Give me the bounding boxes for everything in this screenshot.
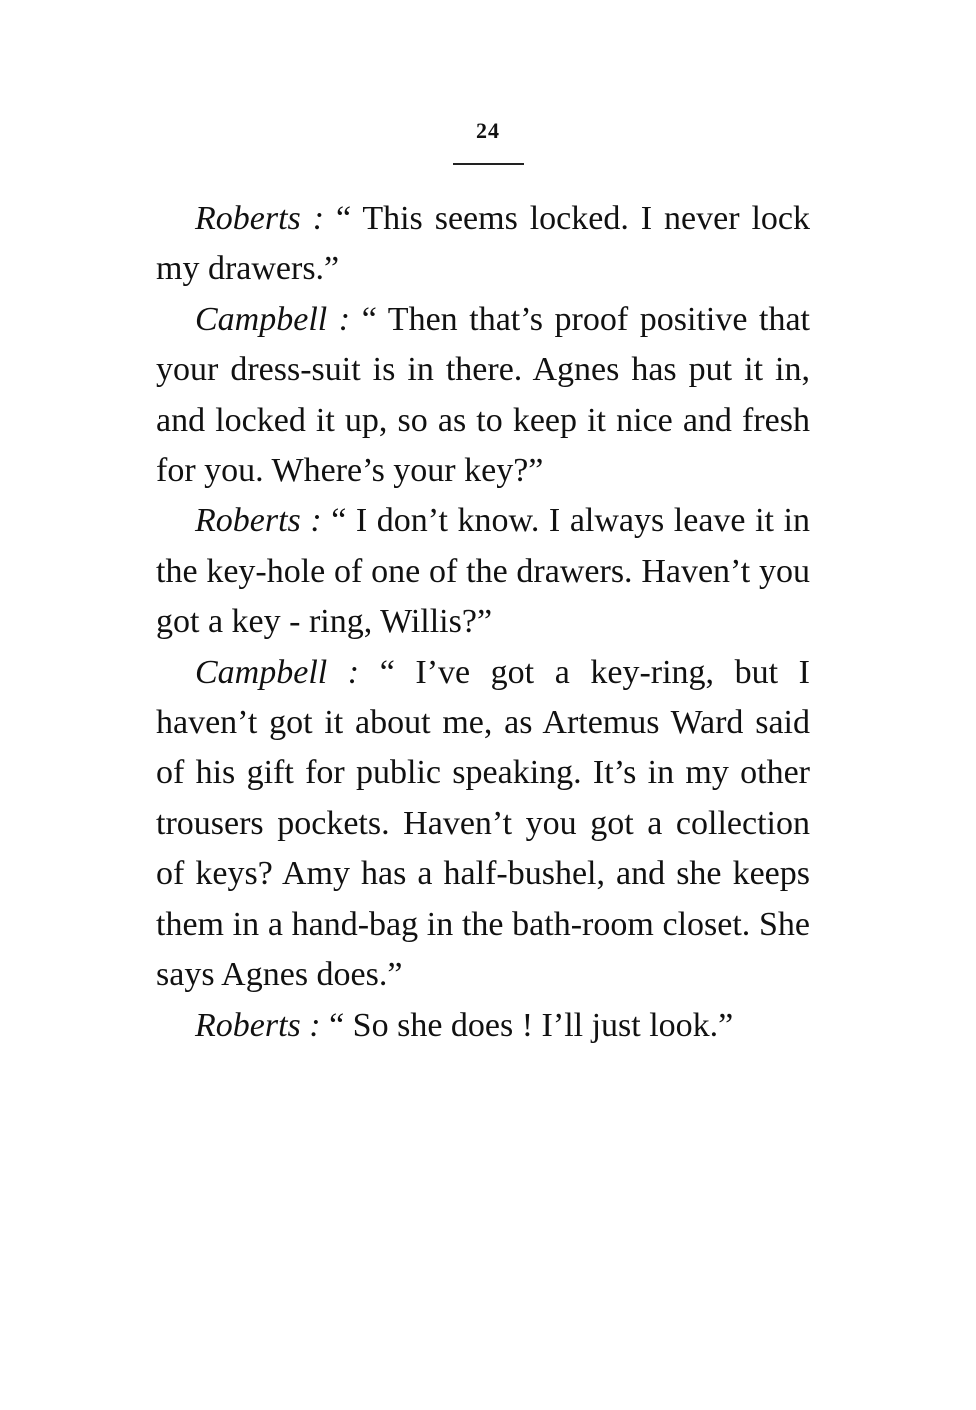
dialogue-line: “ I’ve got a key-ring, but I haven’t got it about me, as Artemus Ward said of his gift for public speaking. It’s in my other trousers pockets. Haven’t you got a collection of keys? Amy has a half-bushel, and she keeps them in a hand-bag in the bath-room closet. She says Agnes does.” — [156, 653, 810, 994]
speaker-name: Campbell : — [195, 300, 351, 338]
speaker-name: Roberts : — [195, 502, 322, 540]
page-number-rule — [453, 163, 524, 165]
dialogue-text — [156, 194, 810, 1051]
dialogue-paragraph — [156, 295, 810, 497]
dialogue-line: “ I don’t know. I always leave it in the key-hole of one of the drawers. Haven’t you got a key - ring, Willis?” — [156, 502, 810, 641]
dialogue-line: “ So she does ! I’ll just look.” — [320, 1006, 734, 1044]
dialogue-line: “ Then that’s proof positive that your dress-suit is in there. Agnes has put it in, and locked it up, so as to keep it nice and fresh for you. Where’s your key?” — [156, 300, 810, 490]
speaker-name: Roberts : — [195, 200, 325, 237]
dialogue-paragraph — [156, 1001, 810, 1051]
speaker-name: Campbell : — [195, 653, 360, 691]
dialogue-paragraph — [156, 648, 810, 1001]
speaker-name: Roberts : — [195, 1006, 321, 1044]
dialogue-paragraph — [156, 194, 810, 295]
page-number: 24 — [476, 118, 500, 143]
dialogue-line: “ This seems locked. I never lock my drawers.” — [156, 200, 810, 288]
dialogue-paragraph — [156, 496, 810, 647]
